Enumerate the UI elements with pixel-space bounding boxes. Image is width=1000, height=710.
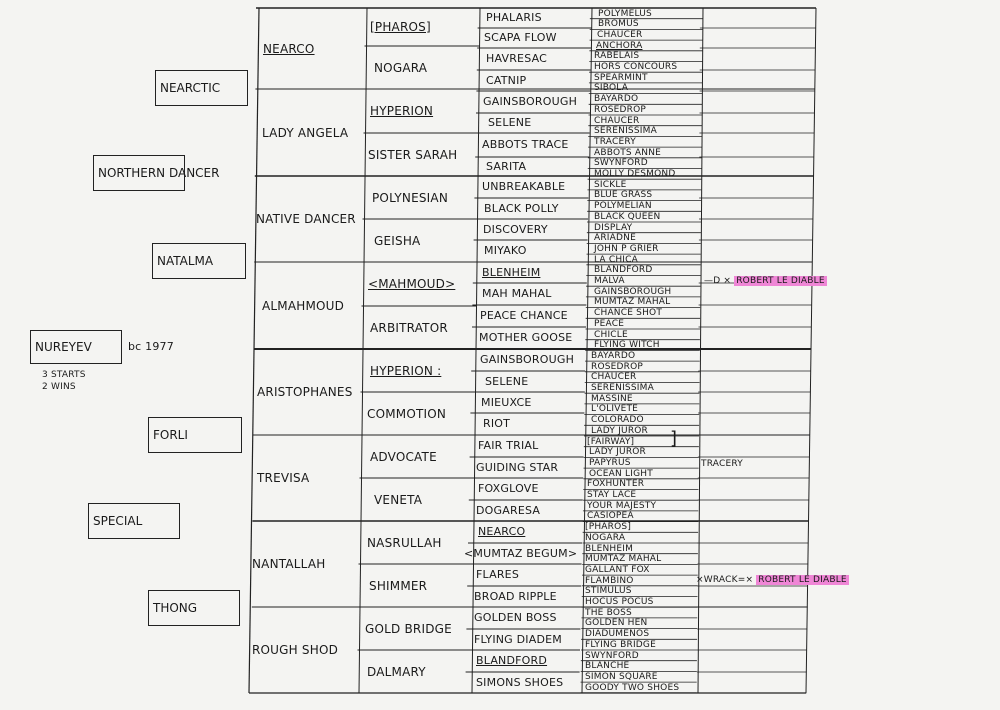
gen4-ancestor-name: OCEAN LIGHT <box>589 468 653 479</box>
gen2-ancestor-name: ADVOCATE <box>370 449 437 464</box>
gen3-ancestor-name: <MUMTAZ BEGUM> <box>464 546 578 560</box>
gen2-ancestor-name: HYPERION : <box>370 363 442 378</box>
gen4-ancestor-name: MASSINE <box>591 393 633 404</box>
gen4-ancestor-name: STIMULUS <box>585 586 632 597</box>
gen1-ancestor-name: NANTALLAH <box>252 557 326 571</box>
gen2-ancestor-name: COMMOTION <box>367 406 447 421</box>
gen4-ancestor-name: LADY JUROR <box>591 425 649 436</box>
dam-box <box>88 503 180 539</box>
gen4-ancestor-name: SWYNFORD <box>594 158 648 169</box>
gen4-ancestor-name: GAINSBOROUGH <box>594 286 672 297</box>
gen4-ancestor-name: GALLANT FOX <box>585 564 650 575</box>
gen4-ancestor-name: L'OLIVETE <box>591 404 639 415</box>
gen3-ancestor-name: MIYAKO <box>484 244 527 257</box>
gen3-ancestor-name: GAINSBOROUGH <box>483 95 578 108</box>
gen2-ancestor-name: GOLD BRIDGE <box>365 621 452 636</box>
gen4-ancestor-name: FLYING BRIDGE <box>585 639 656 650</box>
grid-line <box>359 8 367 693</box>
gen4-ancestor-name: HOCUS POCUS <box>585 597 654 607</box>
dam-name: SPECIAL <box>93 514 143 528</box>
gen1-ancestor-name: ALMAHMOUD <box>262 298 345 313</box>
gen2-ancestor-name: HYPERION <box>370 104 434 118</box>
gen3-ancestor-name: GUIDING STAR <box>476 460 559 474</box>
gen3-ancestor-name: HAVRESAC <box>486 52 548 65</box>
gen1-ancestor-name: TREVISA <box>257 471 310 485</box>
gen4-ancestor-name: CHANCE SHOT <box>594 308 663 319</box>
gen3-ancestor-name: PEACE CHANCE <box>480 309 568 322</box>
gen4-ancestor-name: POLYMELIAN <box>594 201 652 212</box>
gen4-ancestor-name: THE BOSS <box>585 607 632 618</box>
gen1-ancestor-name: ARISTOPHANES <box>257 385 353 399</box>
gen4-ancestor-name: BLANCHE <box>585 661 630 672</box>
gen4-ancestor-name: BLENHEIM <box>585 543 634 554</box>
gen4-ancestor-name: ABBOTS ANNE <box>594 147 662 158</box>
gen4-ancestor-name: CHAUCER <box>594 115 640 126</box>
grandparent-name: FORLI <box>153 428 188 442</box>
gen3-ancestor-name: MOTHER GOOSE <box>479 331 573 344</box>
gen3-ancestor-name: BLACK POLLY <box>484 201 559 215</box>
gen3-ancestor-name: GAINSBOROUGH <box>480 353 575 366</box>
gen1-ancestor-name: NATIVE DANCER <box>256 212 356 226</box>
gen4-ancestor-name: LADY JUROR <box>589 447 647 458</box>
gen4-ancestor-name: JOHN P GRIER <box>594 243 659 254</box>
grandparent-name: NATALMA <box>157 254 214 268</box>
gen4-ancestor-name: COLORADO <box>591 415 644 426</box>
grid-line <box>806 8 816 693</box>
gen3-ancestor-name: PHALARIS <box>486 11 542 24</box>
gen2-ancestor-name: SISTER SARAH <box>368 147 458 162</box>
gen3-ancestor-name: UNBREAKABLE <box>482 180 566 193</box>
gen4-ancestor-name: TRACERY <box>594 136 636 147</box>
gen4-ancestor-name: MUMTAZ MAHAL <box>585 554 662 565</box>
gen4-ancestor-name: PAPYRUS <box>589 457 631 468</box>
bracket-mark: ] <box>670 428 678 449</box>
gen2-ancestor-name: DALMARY <box>367 664 426 679</box>
gen4-ancestor-name: BLUE GRASS <box>594 190 653 201</box>
gen3-ancestor-name: FAIR TRIAL <box>478 439 539 452</box>
gen4-ancestor-name: CHAUCER <box>591 372 637 383</box>
gen4-ancestor-name: GOODY TWO SHOES <box>585 682 680 693</box>
gen3-ancestor-name: DISCOVERY <box>483 222 548 236</box>
gen3-ancestor-name: SIMONS SHOES <box>476 675 564 689</box>
gen3-ancestor-name: CATNIP <box>486 73 527 87</box>
gen4-ancestor-name: STAY LACE <box>587 490 637 500</box>
gen4-ancestor-name: SIMON SQUARE <box>585 671 658 682</box>
gen3-ancestor-name: SELENE <box>488 116 532 129</box>
gen3-ancestor-name: GOLDEN BOSS <box>474 611 557 624</box>
gen4-ancestor-name: SERENISSIMA <box>594 126 657 137</box>
subject-born: bc 1977 <box>128 340 174 353</box>
subject-box <box>30 330 122 364</box>
gen4-ancestor-name: MALVA <box>594 276 625 286</box>
gen2-ancestor-name: VENETA <box>374 492 423 507</box>
gen4-ancestor-name: YOUR MAJESTY <box>587 500 657 511</box>
gen4-ancestor-name: BLANDFORD <box>594 265 653 276</box>
gen4-ancestor-name: ROSEDROP <box>594 104 647 115</box>
note-highlight: ROBERT LE DIABLE <box>736 276 825 286</box>
gen1-ancestor-name: ROUGH SHOD <box>252 643 339 657</box>
note-prefix: ×WRACK=× <box>696 575 754 585</box>
gen4-ancestor-name: CASIOPEA <box>587 511 634 522</box>
gen4-ancestor-name: FLAMBINO <box>585 575 634 586</box>
gen4-ancestor-name: [FAIRWAY] <box>587 436 635 447</box>
grandparent-name: NEARCTIC <box>160 81 221 95</box>
gen4-ancestor-name: RABELAIS <box>594 51 640 62</box>
gen3-ancestor-name: SCAPA FLOW <box>484 31 557 44</box>
gen2-ancestor-name: NOGARA <box>374 60 428 75</box>
gen3-ancestor-name: SELENE <box>485 374 529 388</box>
note-prefix: —D × <box>704 276 732 286</box>
gen2-ancestor-name: SHIMMER <box>369 578 428 593</box>
gen3-ancestor-name: NEARCO <box>478 525 526 538</box>
gen4-ancestor-name: FOXHUNTER <box>587 479 645 490</box>
gen4-ancestor-name: SIBOLA <box>594 83 629 94</box>
note-row-54 <box>696 575 849 585</box>
grandsire-box <box>155 70 248 106</box>
gen4-ancestor-name: SWYNFORD <box>585 650 639 661</box>
gen4-ancestor-name: BROMUS <box>598 19 639 30</box>
gen4-ancestor-name: SICKLE <box>594 179 627 190</box>
gen2-ancestor-name: GEISHA <box>374 233 421 248</box>
gen2-ancestor-name: <MAHMOUD> <box>368 277 456 291</box>
gen2-ancestor-name: NASRULLAH <box>367 535 442 550</box>
gen4-ancestor-name: CHAUCER <box>597 29 643 40</box>
gen3-ancestor-name: MAH MAHAL <box>482 287 552 300</box>
gen1-ancestor-name: LADY ANGELA <box>262 125 349 140</box>
gen2-ancestor-name: ARBITRATOR <box>370 320 448 335</box>
gen4-ancestor-name: DIADUMENOS <box>585 629 650 640</box>
gen1-ancestor-name: NEARCO <box>263 41 315 56</box>
gen4-ancestor-name: MOLLY DESMOND <box>594 169 676 179</box>
note-tracery: TRACERY <box>701 459 743 469</box>
gen4-ancestor-name: NOGARA <box>585 532 626 543</box>
gen4-ancestor-name: CHICLE <box>594 329 628 340</box>
gen4-ancestor-name: BAYARDO <box>591 350 636 361</box>
gen3-ancestor-name: BLENHEIM <box>482 265 541 279</box>
gen3-ancestor-name: FOXGLOVE <box>478 482 539 495</box>
gen3-ancestor-name: BROAD RIPPLE <box>474 589 557 603</box>
subject-wins: 2 WINS <box>42 382 76 392</box>
grid-line <box>249 8 259 693</box>
gen3-ancestor-name: FLYING DIADEM <box>474 632 562 646</box>
gen3-ancestor-name: BLANDFORD <box>476 654 548 667</box>
granddam-box <box>152 243 246 279</box>
subject-starts: 3 STARTS <box>42 370 86 380</box>
note-highlight: ROBERT LE DIABLE <box>758 575 847 585</box>
gen4-ancestor-name: MUMTAZ MAHAL <box>594 297 671 308</box>
gen4-ancestor-name: POLYMELUS <box>598 8 652 19</box>
gen3-ancestor-name: SARITA <box>486 159 527 173</box>
granddam-box <box>148 590 240 626</box>
subject-name: NUREYEV <box>35 340 92 354</box>
gen4-ancestor-name: SPEARMINT <box>594 72 648 83</box>
gen4-ancestor-name: HORS CONCOURS <box>594 62 678 72</box>
gen2-ancestor-name: POLYNESIAN <box>372 190 449 205</box>
gen4-ancestor-name: LA CHICA <box>594 254 638 265</box>
gen3-ancestor-name: FLARES <box>476 568 520 581</box>
gen3-ancestor-name: RIOT <box>483 417 511 430</box>
gen4-ancestor-name: SERENISSIMA <box>591 383 654 393</box>
gen4-ancestor-name: ARIADNE <box>594 233 636 244</box>
gen4-ancestor-name: BAYARDO <box>594 94 639 105</box>
gen4-ancestor-name: PEACE <box>594 318 625 329</box>
sire-name: NORTHERN DANCER <box>98 166 220 180</box>
gen4-ancestor-name: DISPLAY <box>594 222 633 233</box>
gen4-ancestor-name: ANCHORA <box>596 40 643 51</box>
gen3-ancestor-name: DOGARESA <box>476 503 541 517</box>
gen3-ancestor-name: MIEUXCE <box>481 395 532 409</box>
gen4-ancestor-name: [PHAROS] <box>585 522 632 533</box>
gen4-ancestor-name: GOLDEN HEN <box>585 618 648 629</box>
grandparent-name: THONG <box>153 601 198 615</box>
grandsire-box <box>148 417 242 453</box>
sire-box <box>93 155 220 191</box>
gen4-ancestor-name: ROSEDROP <box>591 361 644 372</box>
gen4-ancestor-name: FLYING WITCH <box>594 340 660 351</box>
gen3-ancestor-name: ABBOTS TRACE <box>482 138 569 151</box>
gen2-ancestor-name: [PHAROS] <box>370 20 431 34</box>
gen4-ancestor-name: BLACK QUEEN <box>594 211 661 222</box>
note-row-12 <box>704 276 827 286</box>
